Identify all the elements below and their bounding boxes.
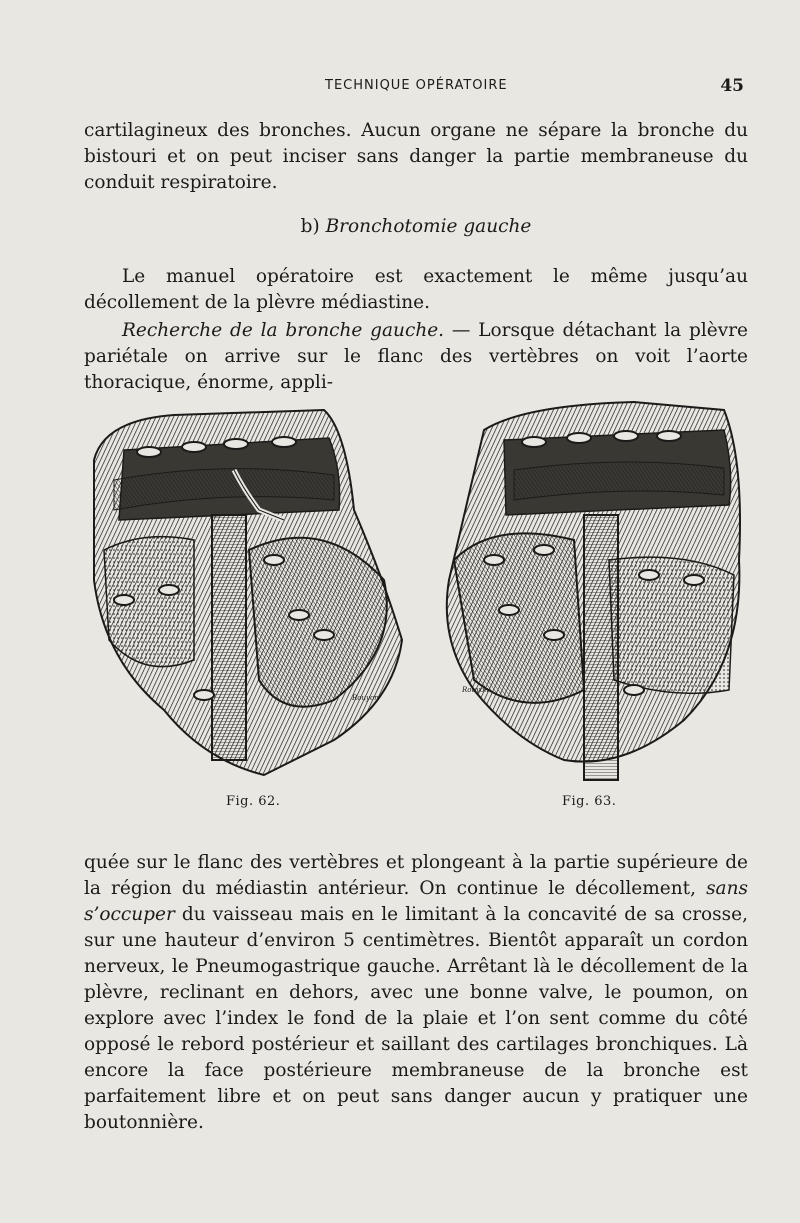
paragraph-2: [84, 264, 748, 316]
paragraph-4-part-a: quée sur le flanc des vertèbres et plongeant à la partie supérieure de la région du médiastin antérieur. On continue le décollement,: [84, 852, 748, 899]
figure-62-caption: Fig. 62.: [226, 794, 281, 809]
page-header: [0, 78, 800, 100]
paragraph-4-italic: sans s’occuper: [84, 878, 748, 925]
figure-63-caption: Fig. 63.: [562, 794, 617, 809]
paragraph-3-italic: Recherche de la bronche gauche.: [122, 320, 445, 341]
paragraph-4-part-b: du vaisseau mais en le limitant à la concavité de sa crosse, sur une hauteur d’environ 5 centimètres. Bientôt apparaît un cordon nerveux, le Pneumogastrique gauche. Arrêtant là le décollement de la plèvre, reclinant en dehors, avec une bonne valve, le poumon, on explore avec l’index le fond de la plaie et l’on sent comme du côté opposé le rebord postérieur et saillant des cartilages bronchiques. Là encore la face postérieure membraneuse de la bronche est parfaitement libre et on peut sans danger aucun y pratiquer une boutonnière.: [84, 904, 748, 1133]
paragraph-3-rest: — Lorsque détachant la plèvre pariétale on arrive sur le flanc des vertèbres on voit l’aorte thoracique, énorme, appli-: [84, 320, 748, 393]
section-heading: [84, 216, 748, 237]
figure-63-engraving: [434, 400, 754, 790]
paragraph-4-text: [84, 850, 748, 1136]
paragraph-2-text: Le manuel opératoire est exactement le même jusqu’au décollement de la plèvre médiastine.: [84, 266, 748, 313]
section-heading-title: Bronchotomie gauche: [325, 216, 532, 237]
page-number: 45: [720, 76, 744, 96]
figure-62-engraving: [84, 400, 409, 790]
paragraph-3: [84, 318, 748, 396]
intro-text: cartilagineux des bronches. Aucun organe ne sépare la bronche du bistouri et on peut inciser sans danger la partie membraneuse du conduit respiratoire.: [84, 120, 748, 193]
paragraph-3-text: [84, 318, 748, 396]
intro-paragraph: [84, 118, 748, 196]
figure-63-signature: Rouyon: [462, 686, 489, 694]
figure-62-signature: Rouyon: [352, 694, 379, 702]
figure-plate: [84, 400, 748, 820]
paragraph-4: [84, 850, 748, 1136]
running-head: TECHNIQUE OPÉRATOIRE: [325, 78, 508, 93]
section-heading-prefix: b): [300, 216, 326, 237]
